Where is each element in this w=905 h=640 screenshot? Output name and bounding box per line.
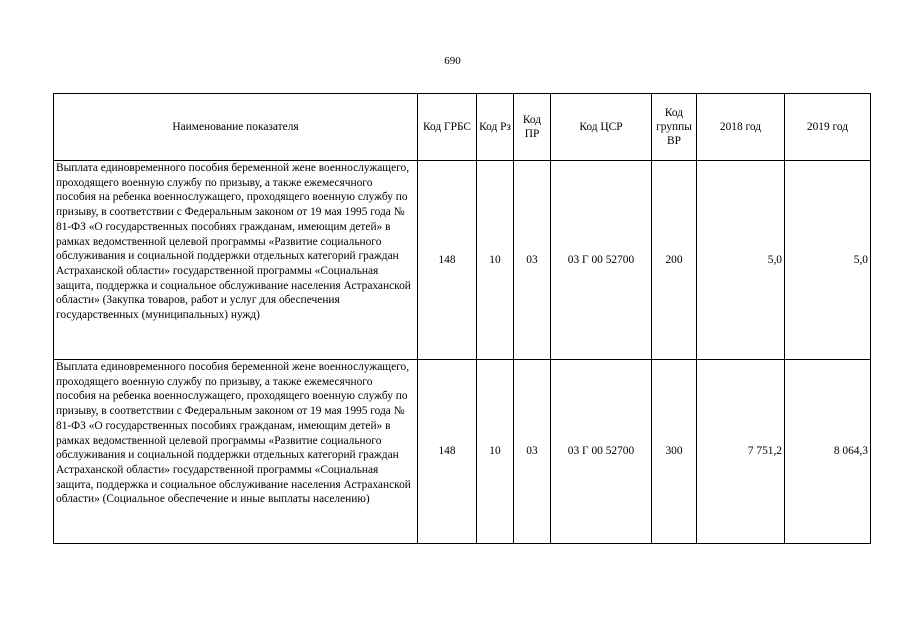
- pr-cell: 03: [514, 161, 551, 360]
- value-2018-cell: 7 751,2: [697, 360, 785, 544]
- pr-cell: 03: [514, 360, 551, 544]
- header-2019: 2019 год: [785, 94, 871, 161]
- header-2018: 2018 год: [697, 94, 785, 161]
- csr-cell: 03 Г 00 52700: [551, 360, 652, 544]
- rz-cell: 10: [477, 360, 514, 544]
- header-grbs: Код ГРБС: [418, 94, 477, 161]
- budget-table: [53, 93, 871, 544]
- grbs-cell: 148: [418, 360, 477, 544]
- csr-cell: 03 Г 00 52700: [551, 161, 652, 360]
- indicator-name-cell: Выплата единовременного пособия беременной жене военнослужащего, проходящего военную службу по призыву, а также ежемесячного пособия на ребенка военнослужащего, проходящего военную службу по призыву, в соответствии с Федеральным законом от 19 мая 1995 года № 81-ФЗ «О государственных пособиях гражданам, имеющим детей» в рамках ведомственной целевой программы «Развитие социального обслуживания и социальной поддержки отдельных категорий граждан Астраханской области» государственной программы «Социальная защита, поддержка и социальное обслуживание населения Астраханской области» (Закупка товаров, работ и услуг для обеспечения государственных (муниципальных) нужд): [54, 161, 418, 360]
- header-pr: Код ПР: [514, 94, 551, 161]
- header-csr: Код ЦСР: [551, 94, 652, 161]
- table-header-row: [54, 94, 871, 161]
- indicator-name-cell: Выплата единовременного пособия беременной жене военнослужащего, проходящего военную службу по призыву, а также ежемесячного пособия на ребенка военнослужащего, проходящего военную службу по призыву, в соответствии с Федеральным законом от 19 мая 1995 года № 81-ФЗ «О государственных пособиях гражданам, имеющим детей» в рамках ведомственной целевой программы «Развитие социального обслуживания и социальной поддержки отдельных категорий граждан Астраханской области» государственной программы «Социальная защита, поддержка и социальное обслуживание населения Астраханской области» (Социальное обеспечение и иные выплаты населению): [54, 360, 418, 544]
- table-row: [54, 161, 871, 360]
- header-vr: Код группы ВР: [652, 94, 697, 161]
- header-name: Наименование показателя: [54, 94, 418, 161]
- value-2018-cell: 5,0: [697, 161, 785, 360]
- grbs-cell: 148: [418, 161, 477, 360]
- rz-cell: 10: [477, 161, 514, 360]
- vr-cell: 300: [652, 360, 697, 544]
- vr-cell: 200: [652, 161, 697, 360]
- table-row: [54, 360, 871, 544]
- page-number: 690: [444, 55, 461, 67]
- value-2019-cell: 8 064,3: [785, 360, 871, 544]
- header-rz: Код Рз: [477, 94, 514, 161]
- value-2019-cell: 5,0: [785, 161, 871, 360]
